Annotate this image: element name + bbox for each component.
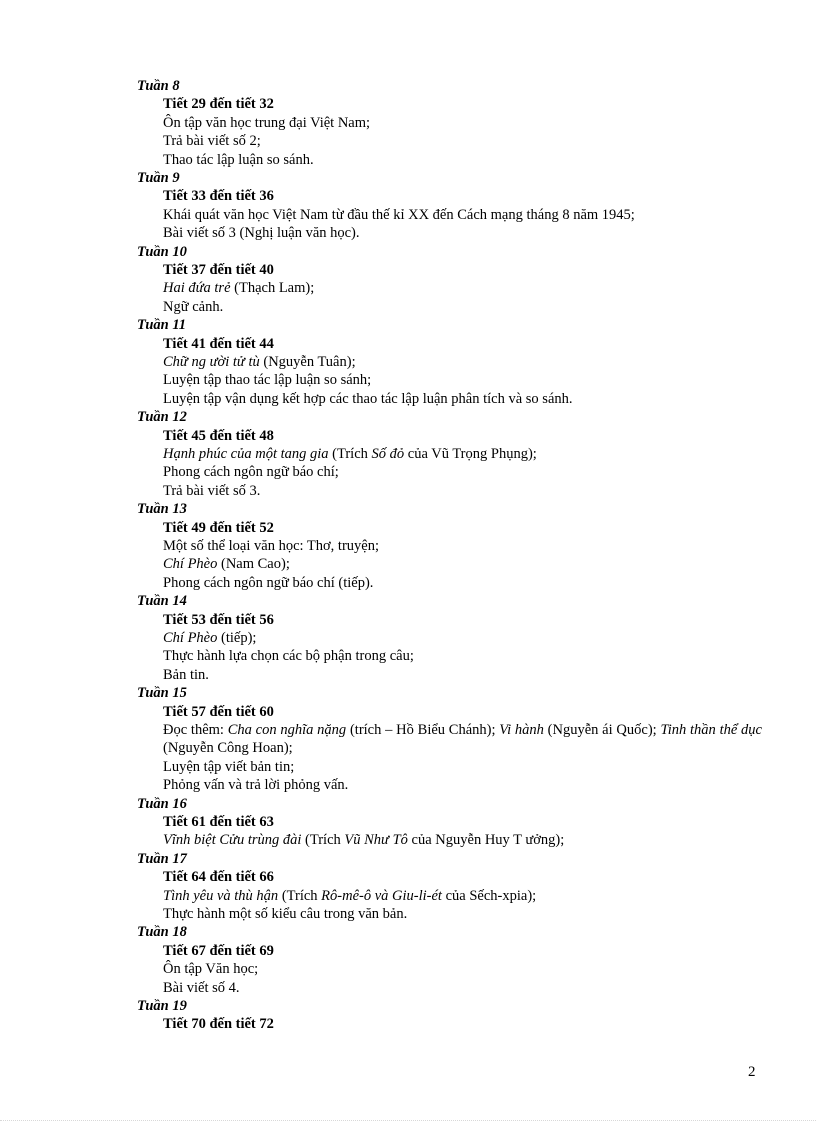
week-heading: Tuần 10 — [137, 243, 187, 260]
period-range: Tiết 33 đến tiết 36 — [163, 188, 274, 205]
work-title: Vũ Như Tô — [344, 832, 408, 849]
week-heading: Tuần 13 — [137, 501, 187, 518]
lesson-item — [137, 445, 762, 463]
lesson-text: (Thạch Lam); — [230, 280, 315, 297]
lesson-item — [137, 758, 762, 776]
lesson-item — [137, 482, 762, 500]
lesson-text: Bài viết số 3 (Nghị luận văn học). — [163, 225, 360, 242]
week-heading: Tuần 15 — [137, 685, 187, 702]
work-title: Vi hành — [499, 721, 544, 738]
period-range: Tiết 61 đến tiết 63 — [163, 813, 274, 830]
lesson-item — [137, 960, 762, 978]
work-title: Cha con nghĩa nặng — [227, 721, 347, 738]
lesson-item — [137, 353, 762, 371]
lesson-item — [137, 555, 762, 573]
lesson-text: (Nguyễn Công Hoan); — [163, 740, 293, 757]
lesson-item — [137, 298, 762, 316]
lesson-text: (Nguyễn ái Quốc); — [543, 721, 661, 738]
week-heading: Tuần 17 — [137, 850, 187, 867]
lesson-item — [137, 279, 762, 297]
lesson-text: Ngữ cảnh. — [163, 298, 224, 315]
lesson-text: của Sếch-xpia); — [441, 887, 537, 904]
lesson-text: của Vũ Trọng Phụng); — [404, 445, 537, 462]
work-title: Tình yêu và thù hận — [163, 887, 279, 904]
period-range: Tiết 37 đến tiết 40 — [163, 261, 274, 278]
lesson-text: (Trích — [301, 832, 345, 849]
lesson-text: (tiếp); — [217, 629, 257, 646]
lesson-item — [137, 537, 762, 555]
lesson-item — [137, 574, 762, 592]
work-title: Tinh thần thể dục — [660, 721, 762, 738]
lesson-text: Thực hành một số kiểu câu trong văn bản. — [163, 905, 408, 922]
period-range: Tiết 64 đến tiết 66 — [163, 869, 274, 886]
lesson-text: Một số thể loại văn học: Thơ, truyện; — [163, 537, 380, 554]
lesson-item — [137, 905, 762, 923]
lesson-item — [137, 666, 762, 684]
page-bottom-rule — [0, 1120, 816, 1121]
lesson-item — [137, 206, 762, 224]
lesson-text: Phong cách ngôn ngữ báo chí; — [163, 464, 339, 481]
work-title: Chữ ng ười tử tù — [163, 353, 260, 370]
work-title: Hạnh phúc của một tang gia — [163, 445, 329, 462]
lesson-item — [137, 463, 762, 481]
lesson-text: Đọc thêm: — [163, 721, 228, 738]
lesson-text: Phỏng vấn và trả lời phỏng vấn. — [163, 777, 349, 794]
lesson-text: (Trích — [328, 445, 372, 462]
lesson-text: Luyện tập viết bản tin; — [163, 758, 295, 775]
lesson-item — [137, 114, 762, 132]
lesson-plan — [137, 77, 762, 1034]
lesson-text: Thực hành lựa chọn các bộ phận trong câu; — [163, 648, 414, 665]
lesson-text: Trả bài viết số 3. — [163, 482, 261, 499]
lesson-text: Khái quát văn học Việt Nam từ đầu thế kỉ XX đến Cách mạng tháng 8 năm 1945; — [163, 206, 635, 223]
lesson-text: của Nguyễn Huy T ưởng); — [407, 832, 565, 849]
period-range: Tiết 45 đến tiết 48 — [163, 427, 274, 444]
week-heading: Tuần 8 — [137, 78, 180, 94]
period-range: Tiết 57 đến tiết 60 — [163, 703, 274, 720]
work-title: Số đỏ — [371, 445, 405, 462]
work-title: Chí Phèo — [163, 556, 218, 573]
lesson-text: Luyện tập vận dụng kết hợp các thao tác lập luận phân tích và so sánh. — [163, 390, 573, 407]
lesson-text: Thao tác lập luận so sánh. — [163, 151, 314, 168]
lesson-text: Ôn tập Văn học; — [163, 961, 259, 978]
week-heading: Tuần 11 — [137, 317, 187, 334]
period-range: Tiết 67 đến tiết 69 — [163, 942, 274, 959]
lesson-text: Trả bài viết số 2; — [163, 133, 261, 150]
lesson-text: (trích – Hồ Biểu Chánh); — [346, 721, 500, 738]
lesson-text: Bản tin. — [163, 666, 209, 683]
week-heading: Tuần 9 — [137, 170, 180, 186]
lesson-item — [137, 371, 762, 389]
week-heading: Tuần 12 — [137, 409, 187, 426]
lesson-text: (Trích — [278, 887, 322, 904]
lesson-item — [137, 132, 762, 150]
lesson-text: Phong cách ngôn ngữ báo chí (tiếp). — [163, 574, 374, 591]
week-heading: Tuần 16 — [137, 795, 187, 812]
lesson-item — [137, 776, 762, 794]
period-range: Tiết 41 đến tiết 44 — [163, 335, 274, 352]
lesson-item — [137, 629, 762, 647]
lesson-text: (Nguyễn Tuân); — [259, 353, 356, 370]
period-range: Tiết 53 đến tiết 56 — [163, 611, 274, 628]
week-heading: Tuần 14 — [137, 593, 187, 610]
lesson-item — [137, 224, 762, 242]
period-range: Tiết 49 đến tiết 52 — [163, 519, 274, 536]
lesson-item — [137, 390, 762, 408]
work-title: Rô-mê-ô và Giu-li-ét — [321, 887, 442, 904]
lesson-item — [137, 887, 762, 905]
work-title: Vĩnh biệt Cửu trùng đài — [163, 832, 302, 849]
lesson-text: Luyện tập thao tác lập luận so sánh; — [163, 372, 372, 389]
work-title: Hai đứa trẻ — [163, 280, 231, 297]
lesson-item — [137, 151, 762, 169]
page-number: 2 — [748, 1064, 756, 1080]
lesson-item — [137, 831, 762, 849]
lesson-item — [137, 647, 762, 665]
lesson-text: Ôn tập văn học trung đại Việt Nam; — [163, 114, 371, 131]
lesson-text: Bài viết số 4. — [163, 979, 240, 996]
week-heading: Tuần 19 — [137, 997, 187, 1014]
period-range: Tiết 29 đến tiết 32 — [163, 96, 274, 113]
week-heading: Tuần 18 — [137, 924, 187, 941]
lesson-item — [137, 979, 762, 997]
period-range: Tiết 70 đến tiết 72 — [163, 1016, 274, 1033]
lesson-item — [137, 721, 762, 758]
work-title: Chí Phèo — [163, 629, 218, 646]
lesson-text: (Nam Cao); — [217, 556, 290, 573]
